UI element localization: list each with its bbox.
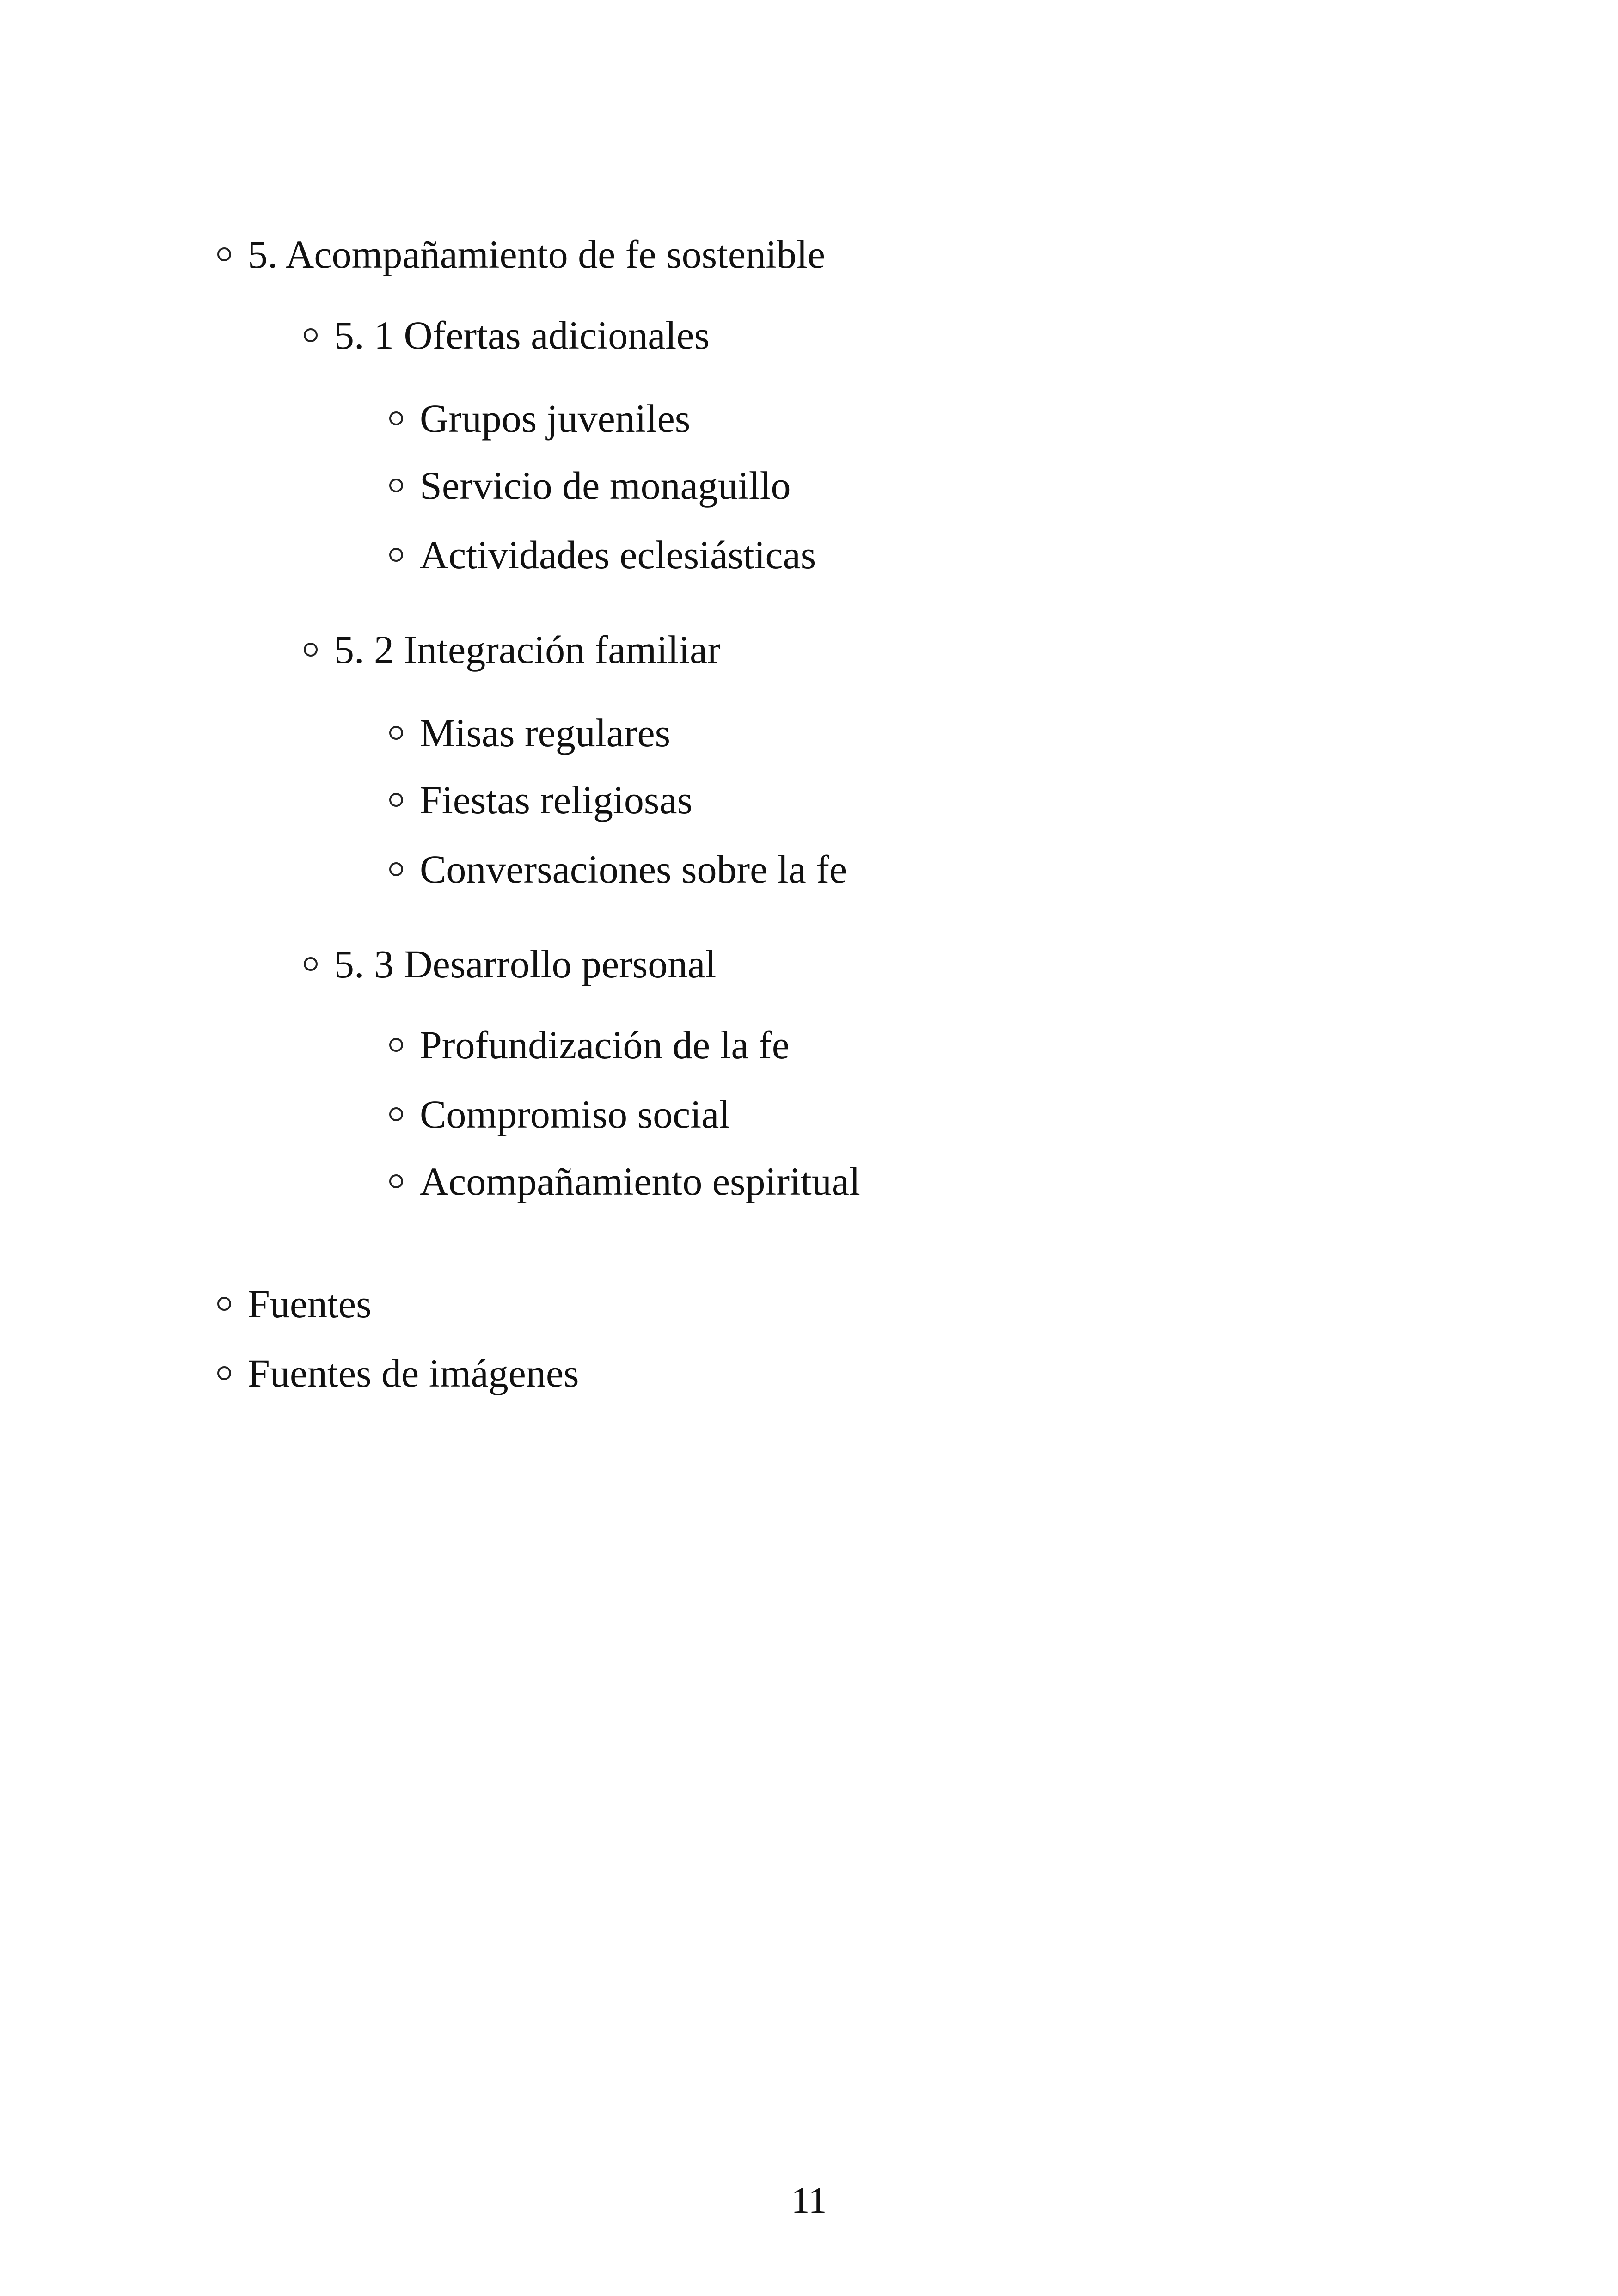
toc-item[interactable] [389, 393, 690, 444]
toc-entry-5-1[interactable] [304, 310, 710, 361]
toc-item[interactable] [389, 1019, 790, 1070]
toc-item-label: Conversaciones sobre la fe [420, 847, 847, 891]
hollow-circle-bullet-icon [304, 643, 318, 657]
toc-item[interactable] [389, 707, 670, 758]
toc-entry-5-2[interactable] [304, 624, 721, 675]
hollow-circle-bullet-icon [217, 247, 231, 261]
toc-entry-label: 5. 1 Ofertas adicionales [334, 313, 710, 357]
hollow-circle-bullet-icon [389, 1038, 403, 1052]
toc-item[interactable] [389, 844, 847, 895]
toc-entry-label: 5. 3 Desarrollo personal [334, 942, 717, 986]
hollow-circle-bullet-icon [304, 957, 318, 971]
hollow-circle-bullet-icon [389, 548, 403, 562]
toc-entry-fuentes[interactable] [217, 1278, 372, 1329]
toc-entry-fuentes-imagenes[interactable] [217, 1348, 579, 1399]
hollow-circle-bullet-icon [217, 1366, 231, 1380]
toc-entry-label: Fuentes [248, 1282, 372, 1326]
toc-item-label: Actividades eclesiásticas [420, 533, 816, 577]
toc-item[interactable] [389, 460, 791, 511]
toc-entry-label: 5. Acompañamiento de fe sostenible [248, 232, 826, 276]
toc-item-label: Profundización de la fe [420, 1023, 790, 1067]
hollow-circle-bullet-icon [217, 1297, 231, 1311]
toc-item-label: Fiestas religiosas [420, 778, 693, 822]
hollow-circle-bullet-icon [389, 411, 403, 425]
hollow-circle-bullet-icon [389, 1174, 403, 1188]
toc-item[interactable] [389, 774, 693, 825]
toc-item-label: Acompañamiento espiritual [420, 1159, 860, 1203]
toc-item-label: Grupos juveniles [420, 396, 691, 441]
hollow-circle-bullet-icon [389, 479, 403, 492]
hollow-circle-bullet-icon [389, 862, 403, 876]
toc-entry-section-5[interactable] [217, 229, 825, 280]
toc-entry-label: Fuentes de imágenes [248, 1351, 579, 1395]
toc-item-label: Misas regulares [420, 711, 671, 755]
toc-item[interactable] [389, 1156, 860, 1207]
hollow-circle-bullet-icon [304, 328, 318, 342]
toc-item[interactable] [389, 1089, 730, 1140]
hollow-circle-bullet-icon [389, 726, 403, 740]
toc-item-label: Servicio de monaguillo [420, 463, 791, 508]
toc-item[interactable] [389, 529, 816, 580]
hollow-circle-bullet-icon [389, 1107, 403, 1121]
page-number: 11 [791, 2180, 827, 2221]
hollow-circle-bullet-icon [389, 793, 403, 807]
toc-entry-label: 5. 2 Integración familiar [334, 627, 721, 672]
toc-item-label: Compromiso social [420, 1092, 730, 1136]
toc-entry-5-3[interactable] [304, 939, 716, 989]
